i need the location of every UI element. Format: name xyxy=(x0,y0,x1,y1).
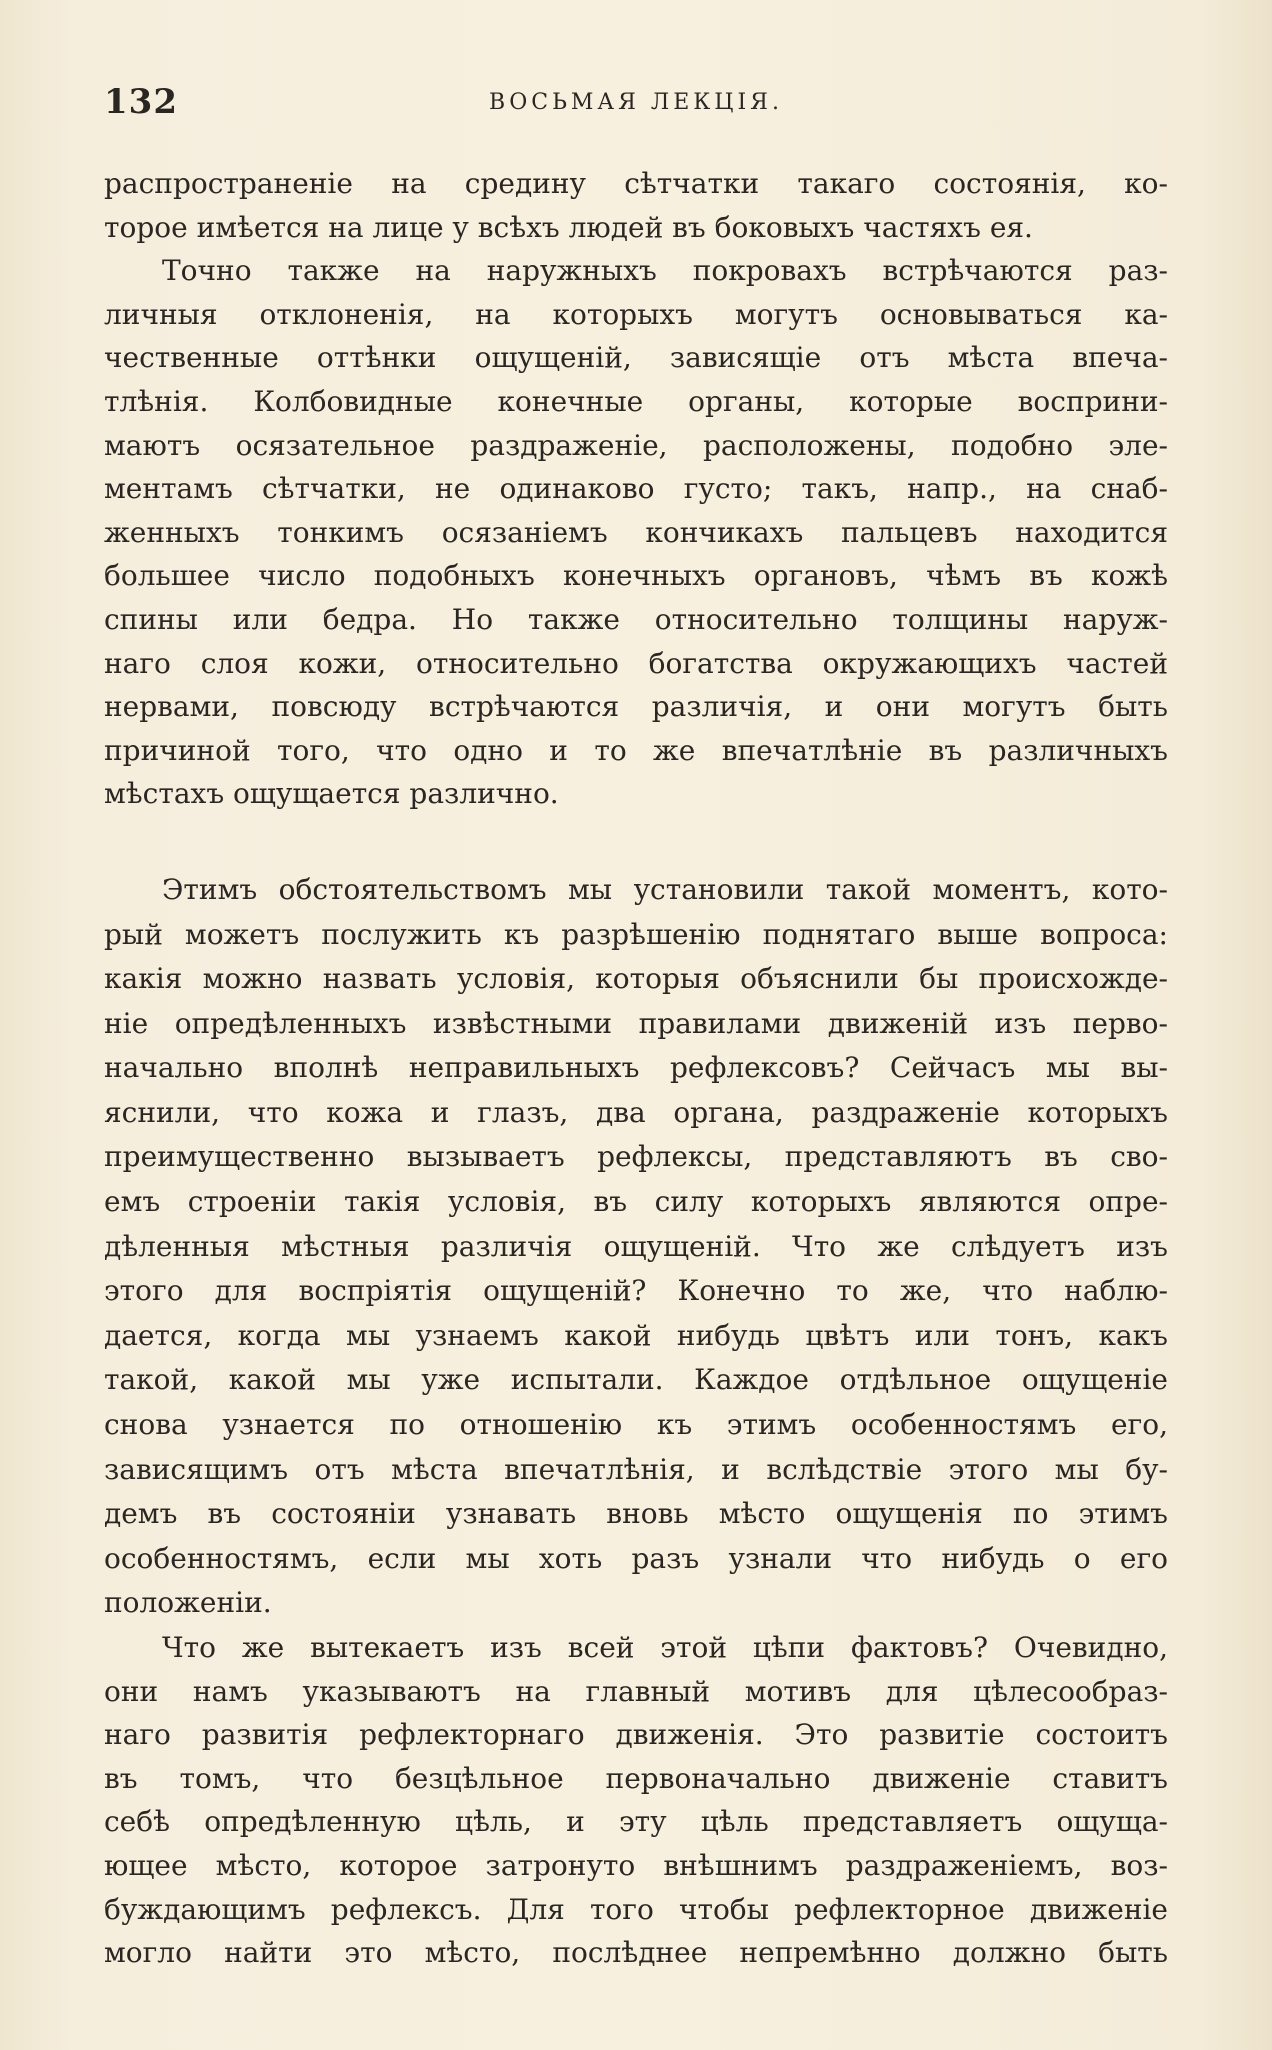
text-line: снова узнается по отношенію къ этимъ особенностямъ его, xyxy=(104,1408,1168,1442)
body-text xyxy=(104,162,1168,1975)
paragraph xyxy=(104,1626,1168,1975)
text-line: могло найти это мѣсто, послѣднее непремѣнно должно быть xyxy=(104,1936,1168,1970)
text-line: ющее мѣсто, которое затронуто внѣшнимъ раздраженіемъ, воз- xyxy=(104,1848,1168,1882)
text-line: ментамъ сѣтчатки, не одинаково густо; такъ, напр., на снаб- xyxy=(104,472,1168,506)
text-line: маютъ осязательное раздраженіе, расположены, подобно эле- xyxy=(104,428,1168,462)
page-header xyxy=(104,82,1168,132)
text-line: большее число подобныхъ конечныхъ органовъ, чѣмъ въ кожѣ xyxy=(104,559,1168,593)
paragraph xyxy=(104,868,1168,1626)
text-line: торое имѣется на лице у всѣхъ людей въ боковыхъ частяхъ ея. xyxy=(104,210,1033,244)
text-line: зависящимъ отъ мѣста впечатлѣнія, и вслѣдствіе этого мы бу- xyxy=(104,1452,1168,1486)
text-line: начально вполнѣ неправильныхъ рефлексовъ? Сейчасъ мы вы- xyxy=(104,1051,1168,1085)
text-line: Точно также на наружныхъ покровахъ встрѣчаются раз- xyxy=(162,254,1168,288)
text-line: причиной того, что одно и то же впечатлѣніе въ различныхъ xyxy=(104,733,1168,767)
text-line: этого для воспріятія ощущеній? Конечно то же, что наблю- xyxy=(104,1274,1168,1308)
text-line: дѣленныя мѣстныя различія ощущеній. Что же слѣдуетъ изъ xyxy=(104,1229,1168,1263)
text-line: преимущественно вызываетъ рефлексы, представляютъ въ сво- xyxy=(104,1140,1168,1174)
text-line: рый можетъ послужить къ разрѣшенію поднятаго выше вопроса: xyxy=(104,917,1168,951)
text-line: Этимъ обстоятельствомъ мы установили такой моментъ, кото- xyxy=(162,872,1168,906)
text-line: положеніи. xyxy=(104,1586,272,1620)
text-line: женныхъ тонкимъ осязаніемъ кончикахъ пальцевъ находится xyxy=(104,515,1168,549)
text-line: тлѣнія. Колбовидные конечные органы, которые восприни- xyxy=(104,384,1168,418)
text-line: распространеніе на средину сѣтчатки такаго состоянія, ко- xyxy=(104,167,1168,200)
text-line: Что же вытекаетъ изъ всей этой цѣпи фактовъ? Очевидно, xyxy=(162,1631,1168,1664)
paragraph xyxy=(104,249,1168,816)
text-line: нервами, повсюду встрѣчаются различія, и они могутъ быть xyxy=(104,690,1168,724)
paragraph xyxy=(104,162,1168,249)
text-line: буждающимъ рефлексъ. Для того чтобы рефлекторное движеніе xyxy=(104,1892,1168,1926)
text-line: они намъ указываютъ на главный мотивъ для цѣлесообраз- xyxy=(104,1674,1168,1708)
text-line: въ томъ, что безцѣльное первоначально движеніе ставитъ xyxy=(104,1761,1168,1795)
text-line: емъ строеніи такія условія, въ силу которыхъ являются опре- xyxy=(104,1185,1168,1219)
text-line: личныя отклоненія, на которыхъ могутъ основываться ка- xyxy=(104,297,1168,331)
text-line: чественные оттѣнки ощущеній, зависящіе отъ мѣста впеча- xyxy=(104,341,1168,375)
text-line: какія можно назвать условія, которыя объяснили бы происхожде- xyxy=(104,962,1168,996)
page-number: 132 xyxy=(104,82,178,122)
text-line: наго развитія рефлекторнаго движенія. Это развитіе состоитъ xyxy=(104,1718,1168,1752)
text-line: яснили, что кожа и глазъ, два органа, раздраженіе которыхъ xyxy=(104,1095,1168,1129)
text-line: себѣ опредѣленную цѣль, и эту цѣль представляетъ ощуща- xyxy=(104,1805,1168,1839)
text-line: мѣстахъ ощущается различно. xyxy=(104,777,559,811)
paragraph-gap xyxy=(104,816,1168,868)
text-line: демъ въ состояніи узнавать вновь мѣсто ощущенія по этимъ xyxy=(104,1497,1168,1531)
text-line: наго слоя кожи, относительно богатства окружающихъ частей xyxy=(104,646,1168,680)
text-line: спины или бедра. Но также относительно толщины наруж- xyxy=(104,602,1168,636)
text-line: такой, какой мы уже испытали. Каждое отдѣльное ощущеніе xyxy=(104,1363,1168,1397)
text-line: ніе опредѣленныхъ извѣстными правилами движеній изъ перво- xyxy=(104,1006,1168,1040)
text-line: особенностямъ, если мы хоть разъ узнали что нибудь о его xyxy=(104,1541,1168,1575)
text-line: дается, когда мы узнаемъ какой нибудь цвѣтъ или тонъ, какъ xyxy=(104,1318,1168,1352)
running-title: ВОСЬМАЯ ЛЕКЦІЯ. xyxy=(489,90,783,115)
